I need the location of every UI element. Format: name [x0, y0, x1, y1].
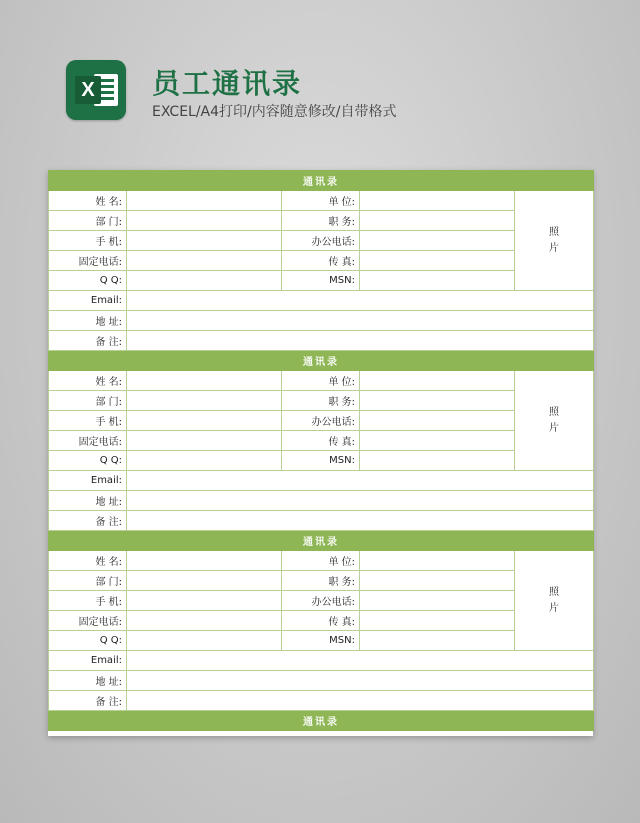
email-label: Email:: [49, 291, 127, 311]
table-row: [49, 391, 594, 411]
table-row: [49, 691, 594, 711]
page-subtitle: EXCEL/A4打印/内容随意修改/自带格式: [152, 104, 397, 120]
table-row: [49, 471, 594, 491]
table-row: [49, 451, 594, 471]
section-header-row: [49, 531, 594, 551]
table-row: [49, 271, 594, 291]
contact-table: [48, 170, 594, 731]
fax-label: 传 真:: [282, 251, 360, 271]
table-row: [49, 291, 594, 311]
email-label: Email:: [49, 651, 127, 671]
office-phone-label: 办公电话:: [282, 591, 360, 611]
name-label: 姓 名:: [49, 551, 127, 571]
dept-label: 部 门:: [49, 571, 127, 591]
table-row: [49, 311, 594, 331]
address-label: 地 址:: [49, 491, 127, 511]
msn-label: MSN:: [282, 451, 360, 471]
office-phone-cell[interactable]: [360, 591, 515, 611]
msn-cell[interactable]: [360, 451, 515, 471]
name-cell[interactable]: [127, 191, 282, 211]
table-row: [49, 211, 594, 231]
position-cell[interactable]: [360, 571, 515, 591]
sheet-line: [100, 97, 114, 100]
note-cell[interactable]: [127, 511, 594, 531]
address-label: 地 址:: [49, 671, 127, 691]
excel-x-mark: X: [75, 76, 101, 104]
photo-cell[interactable]: [515, 371, 594, 471]
note-label: 备 注:: [49, 511, 127, 531]
dept-cell[interactable]: [127, 391, 282, 411]
name-label: 姓 名:: [49, 191, 127, 211]
fax-cell[interactable]: [360, 431, 515, 451]
section-header-row: [49, 711, 594, 731]
office-phone-label: 办公电话:: [282, 411, 360, 431]
mobile-cell[interactable]: [127, 591, 282, 611]
position-label: 职 务:: [282, 211, 360, 231]
note-cell[interactable]: [127, 691, 594, 711]
landline-label: 固定电话:: [49, 611, 127, 631]
photo-cell[interactable]: [515, 191, 594, 291]
qq-label: Q Q:: [49, 451, 127, 471]
contact-sheet: [48, 170, 593, 736]
msn-cell[interactable]: [360, 271, 515, 291]
landline-cell[interactable]: [127, 611, 282, 631]
address-cell[interactable]: [127, 671, 594, 691]
table-row: [49, 411, 594, 431]
note-cell[interactable]: [127, 331, 594, 351]
landline-cell[interactable]: [127, 431, 282, 451]
office-phone-cell[interactable]: [360, 411, 515, 431]
email-cell[interactable]: [127, 471, 594, 491]
table-row: [49, 191, 594, 211]
msn-label: MSN:: [282, 631, 360, 651]
qq-label: Q Q:: [49, 271, 127, 291]
dept-label: 部 门:: [49, 391, 127, 411]
excel-icon: [66, 60, 126, 120]
table-row: [49, 491, 594, 511]
note-label: 备 注:: [49, 331, 127, 351]
section-title: 通讯录: [49, 171, 594, 191]
photo-cell[interactable]: [515, 551, 594, 651]
photo-label-2: 片: [549, 602, 559, 614]
position-cell[interactable]: [360, 391, 515, 411]
section-header-row: [49, 351, 594, 371]
address-label: 地 址:: [49, 311, 127, 331]
msn-cell[interactable]: [360, 631, 515, 651]
msn-label: MSN:: [282, 271, 360, 291]
mobile-cell[interactable]: [127, 411, 282, 431]
qq-label: Q Q:: [49, 631, 127, 651]
table-row: [49, 631, 594, 651]
dept-label: 部 门:: [49, 211, 127, 231]
fax-cell[interactable]: [360, 611, 515, 631]
table-row: [49, 671, 594, 691]
note-label: 备 注:: [49, 691, 127, 711]
sheet-line: [100, 85, 114, 88]
fax-label: 传 真:: [282, 611, 360, 631]
position-label: 职 务:: [282, 571, 360, 591]
photo-label-1: 照: [549, 226, 559, 238]
name-cell[interactable]: [127, 371, 282, 391]
email-cell[interactable]: [127, 651, 594, 671]
qq-cell[interactable]: [127, 631, 282, 651]
photo-label-2: 片: [549, 242, 559, 254]
photo-label-1: 照: [549, 586, 559, 598]
table-row: [49, 431, 594, 451]
position-label: 职 务:: [282, 391, 360, 411]
unit-cell[interactable]: [360, 371, 515, 391]
table-row: [49, 591, 594, 611]
photo-label-2: 片: [549, 422, 559, 434]
address-cell[interactable]: [127, 311, 594, 331]
table-row: [49, 331, 594, 351]
mobile-label: 手 机:: [49, 231, 127, 251]
email-label: Email:: [49, 471, 127, 491]
section-title: 通讯录: [49, 351, 594, 371]
page-title: 员工通讯录: [152, 67, 303, 100]
landline-label: 固定电话:: [49, 431, 127, 451]
sheet-line: [100, 79, 114, 82]
table-row: [49, 231, 594, 251]
mobile-label: 手 机:: [49, 411, 127, 431]
position-cell[interactable]: [360, 211, 515, 231]
unit-cell[interactable]: [360, 551, 515, 571]
table-row: [49, 511, 594, 531]
table-row: [49, 251, 594, 271]
fax-label: 传 真:: [282, 431, 360, 451]
qq-cell[interactable]: [127, 451, 282, 471]
office-phone-cell[interactable]: [360, 231, 515, 251]
name-label: 姓 名:: [49, 371, 127, 391]
qq-cell[interactable]: [127, 271, 282, 291]
mobile-cell[interactable]: [127, 231, 282, 251]
landline-label: 固定电话:: [49, 251, 127, 271]
fax-cell[interactable]: [360, 251, 515, 271]
unit-label: 单 位:: [282, 551, 360, 571]
dept-cell[interactable]: [127, 211, 282, 231]
unit-cell[interactable]: [360, 191, 515, 211]
unit-label: 单 位:: [282, 191, 360, 211]
dept-cell[interactable]: [127, 571, 282, 591]
address-cell[interactable]: [127, 491, 594, 511]
section-title: 通讯录: [49, 531, 594, 551]
table-row: [49, 651, 594, 671]
office-phone-label: 办公电话:: [282, 231, 360, 251]
mobile-label: 手 机:: [49, 591, 127, 611]
table-row: [49, 571, 594, 591]
unit-label: 单 位:: [282, 371, 360, 391]
email-cell[interactable]: [127, 291, 594, 311]
section-title: 通讯录: [49, 711, 594, 731]
sheet-line: [100, 91, 114, 94]
landline-cell[interactable]: [127, 251, 282, 271]
table-row: [49, 611, 594, 631]
photo-label-1: 照: [549, 406, 559, 418]
table-row: [49, 551, 594, 571]
table-row: [49, 371, 594, 391]
section-header-row: [49, 171, 594, 191]
name-cell[interactable]: [127, 551, 282, 571]
